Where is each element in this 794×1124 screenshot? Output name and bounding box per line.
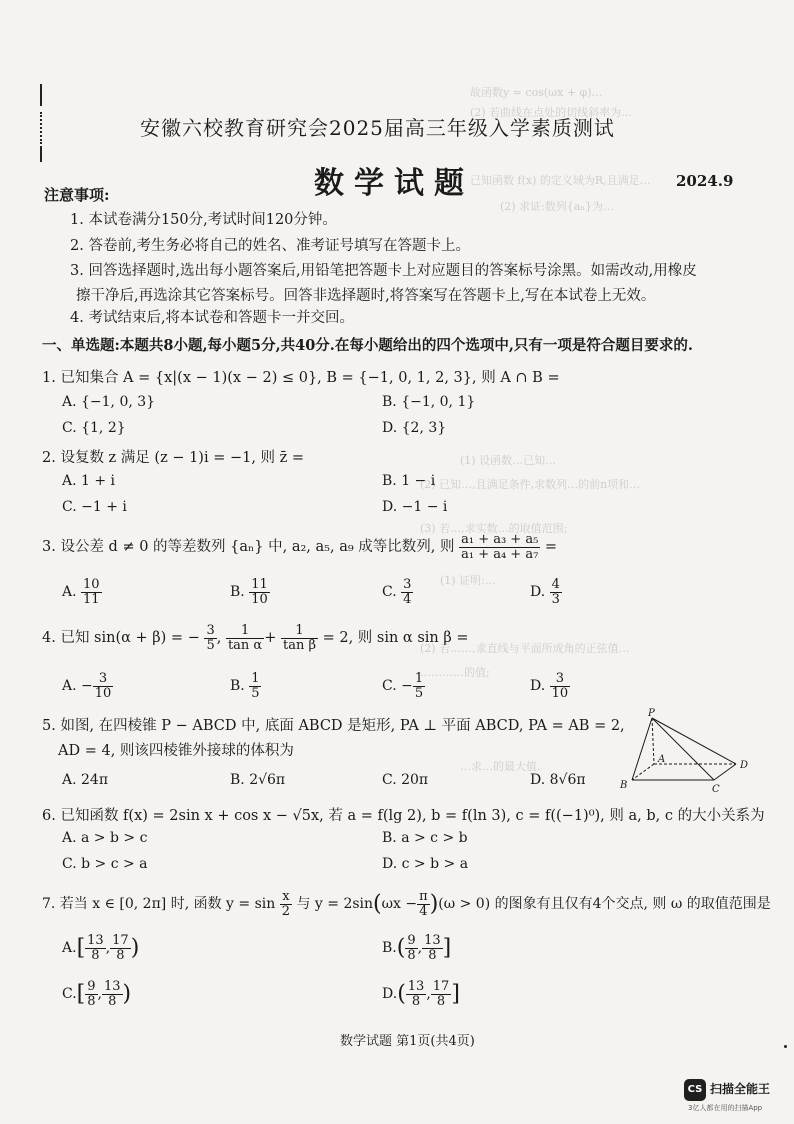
q4-frac-den: tan β	[282, 637, 316, 653]
q4-text: = 2, 则 sin α sin β =	[322, 630, 469, 647]
question-1-stem: 1. 已知集合 A = {x|(x − 1)(x − 2) ≤ 0}, B = {−1, 0, 1, 2, 3}, 则 A ∩ B =	[42, 370, 560, 386]
bracket: (	[397, 981, 406, 1007]
q7-c-num: 13	[104, 979, 121, 994]
notice-item: 4. 考试结束后,将本试卷和答题卡一并交回。	[70, 310, 355, 326]
q7-option-a: A.[ $\frac{13}{8}$ , $\frac{17}{8}$ )	[62, 933, 140, 963]
q7-b-num: 13	[424, 933, 441, 948]
option-label: A. −	[62, 678, 93, 695]
q7-frac-den: 2	[281, 903, 291, 919]
q4-option-d	[530, 672, 570, 700]
brand-tagline: 3亿人都在用的扫描App	[688, 1104, 763, 1112]
q3-stem-text: 3. 设公差 d ≠ 0 的等差数列 {aₙ} 中, a₂, a₅, a₉ 成等比数列, 则	[42, 539, 455, 556]
q4-b-den: 5	[251, 685, 260, 701]
q7-option-b: B.( $\frac{9}{8}$ , $\frac{13}{8}$ ]	[382, 933, 452, 963]
q7-b-den: 8	[407, 947, 416, 963]
option-label: A.	[62, 584, 77, 601]
q7-b-den: 8	[428, 947, 437, 963]
edge-pb	[632, 718, 652, 780]
vertex-c: C	[712, 784, 720, 795]
q7-b-num: 9	[407, 933, 416, 948]
q7-c-den: 8	[108, 993, 117, 1009]
q7-frac-den: 4	[419, 903, 428, 919]
option-label: D.	[530, 584, 546, 601]
q2-option-c: C. −1 + i	[62, 499, 127, 515]
vertex-a: A	[658, 754, 666, 765]
q3-c-num: 3	[403, 577, 412, 592]
q3-b-num: 11	[251, 577, 268, 592]
q7-frac-num: π	[419, 889, 428, 904]
q5-option-a: A. 24π	[62, 772, 109, 788]
q7-a-den: 8	[91, 947, 100, 963]
q3-b-den: 10	[251, 591, 268, 607]
q7-d-den: 8	[411, 993, 421, 1009]
q2-option-d: D. −1 − i	[382, 499, 448, 515]
q7-text: (ω > 0) 的图象有且仅有4个交点, 则 ω 的取值范围是	[438, 896, 771, 913]
notice-title: 注意事项:	[44, 186, 110, 204]
exam-date: 2024.9	[676, 172, 734, 190]
q4-a-num: 3	[93, 672, 114, 687]
q7-frac-num: x	[280, 890, 292, 905]
q5-option-b: B. 2√6π	[230, 772, 286, 788]
bracket: ]	[442, 935, 452, 961]
q5-option-d: D. 8√6π	[530, 772, 586, 788]
q1-option-a: A. {−1, 0, 3}	[62, 394, 156, 410]
q4-frac-num: 3	[206, 623, 215, 638]
q6-option-c: C. b > c > a	[62, 856, 148, 872]
q1-option-d: D. {2, 3}	[382, 420, 447, 436]
q3-c-den: 4	[403, 591, 412, 607]
bracket: )	[130, 935, 140, 961]
q4-frac-num: 1	[226, 624, 264, 639]
q4-a-den: 10	[94, 685, 112, 701]
q3-d-num: 4	[551, 577, 560, 592]
exam-name: 安徽六校教育研究会2025届高三年级入学素质测试	[140, 116, 615, 140]
edge-cd	[714, 764, 736, 780]
notice-item: 3. 回答选择题时,选出每小题答案后,用铅笔把答题卡上对应题目的答案标号涂黑。如需改动,用橡皮	[70, 263, 697, 279]
option-label: C.	[382, 584, 397, 601]
q4-c-num: 1	[414, 671, 424, 686]
q4-option-c	[382, 672, 425, 700]
q7-d-num: 17	[432, 979, 450, 994]
edge-pc	[652, 718, 714, 780]
q7-d-den: 8	[436, 993, 446, 1009]
q2-option-b: B. 1 − i	[382, 473, 436, 489]
q3-equals: =	[544, 539, 558, 556]
question-5-stem-2: AD = 4, 则该四棱锥外接球的体积为	[58, 743, 294, 759]
vertex-b: B	[620, 780, 628, 791]
question-7-stem: 7. 若当 x ∈ [0, 2π] 时, 函数 y = sin $\frac{x}{2}$ 与 y = 2sin(ωx − $\frac{\pi}{4}$ )(ω > 0) 的图象有且仅有4个交点, 则 ω 的取值范围是	[42, 889, 771, 919]
question-6-stem: 6. 已知函数 f(x) = 2sin x + cos x − √5x, 若 a = f(lg 2), b = f(ln 3), c = f((−1)⁰), 则 a, b, c 的大小关系为	[42, 808, 765, 824]
q5-option-c: C. 20π	[382, 772, 429, 788]
q3-option-d	[530, 578, 562, 606]
edge-ab	[632, 764, 654, 780]
notice-item: 2. 答卷前,考生务必将自己的姓名、准考证号填写在答题卡上。	[70, 238, 471, 254]
q4-d-num: 3	[550, 672, 571, 687]
q3-option-b	[230, 578, 270, 606]
q7-a-den: 8	[116, 947, 125, 963]
q3-d-den: 3	[551, 591, 560, 607]
q7-text: 与 y = 2sin	[296, 896, 374, 913]
q4-c-den: 5	[414, 685, 424, 701]
q7-c-num: 9	[87, 979, 96, 994]
option-label: B.	[382, 940, 397, 957]
q1-option-b: B. {−1, 0, 1}	[382, 394, 476, 410]
q4-text: +	[264, 630, 277, 647]
bracket: ]	[451, 981, 460, 1007]
page-footer: 数学试题 第1页(共4页)	[340, 1034, 475, 1049]
q7-text: ωx −	[381, 896, 418, 913]
question-2-stem: 2. 设复数 z 满足 (z − 1)i = −1, 则 z̄ =	[42, 450, 305, 466]
q7-d-num: 13	[407, 979, 425, 994]
q4-text: ,	[216, 630, 222, 647]
q6-option-a: A. a > b > c	[62, 830, 148, 846]
pyramid-figure	[618, 708, 758, 796]
bracket: )	[122, 981, 132, 1007]
q7-a-num: 13	[87, 933, 104, 948]
q6-option-b: B. a > c > b	[382, 830, 468, 846]
q4-option-a	[62, 672, 113, 700]
q3-a-den: 11	[83, 591, 100, 607]
q4-d-den: 10	[551, 685, 569, 701]
notice-item: 1. 本试卷满分150分,考试时间120分钟。	[70, 212, 337, 228]
q6-option-d: D. c > b > a	[382, 856, 469, 872]
q1-option-c: C. {1, 2}	[62, 420, 126, 436]
bracket: (	[396, 935, 406, 961]
q3-frac-num: a₁ + a₃ + a₅	[461, 532, 539, 547]
q4-text: 4. 已知 sin(α + β) = −	[42, 630, 200, 647]
vertex-p: P	[648, 708, 655, 719]
vertex-d: D	[740, 760, 749, 771]
q3-option-a	[62, 578, 102, 606]
option-label: C.	[62, 986, 77, 1003]
option-label: A.	[62, 940, 77, 957]
q7-option-d: D.( $\frac{13}{8}$ , $\frac{17}{8}$ ]	[382, 979, 460, 1009]
q4-frac-den: tan α	[227, 637, 263, 653]
q3-frac-den: a₁ + a₄ + a₇	[461, 546, 539, 562]
question-5-stem: 5. 如图, 在四棱锥 P − ABCD 中, 底面 ABCD 是矩形, PA ⊥ 平面 ABCD, PA = AB = 2,	[42, 718, 625, 734]
q4-b-num: 1	[251, 671, 260, 686]
q7-text: 7. 若当 x ∈ [0, 2π] 时, 函数 y = sin	[42, 896, 276, 913]
q3-fraction	[459, 533, 540, 561]
q3-option-c	[382, 578, 413, 606]
q7-option-c: C.[ $\frac{9}{8}$ , $\frac{13}{8}$ )	[62, 979, 132, 1009]
q4-frac-num: 1	[281, 624, 318, 639]
q7-a-num: 17	[112, 933, 129, 948]
option-label: D.	[530, 678, 546, 695]
q7-c-den: 8	[87, 993, 96, 1009]
camscanner-logo-icon: CS	[684, 1079, 706, 1101]
option-label: B.	[230, 584, 245, 601]
edge-pa	[652, 718, 654, 764]
option-label: B.	[230, 678, 245, 695]
section-heading: 一、单选题:本题共8小题,每小题5分,共40分.在每小题给出的四个选项中,只有一项是符合题目要求的.	[42, 337, 693, 354]
q2-option-a: A. 1 + i	[62, 473, 116, 489]
q3-a-num: 10	[83, 577, 100, 592]
bracket: [	[76, 981, 86, 1007]
q4-option-b	[230, 672, 261, 700]
notice-item: 擦干净后,再选涂其它答案标号。回答非选择题时,将答案写在答题卡上,写在本试卷上无效。	[76, 288, 656, 304]
brand-name: 扫描全能王	[710, 1082, 771, 1096]
option-label: C. −	[382, 678, 413, 695]
question-3-stem	[42, 533, 557, 561]
q4-frac-den: 5	[206, 637, 215, 653]
question-4-stem	[42, 624, 469, 652]
option-label: D.	[382, 986, 398, 1003]
page-title: 数学试题	[314, 166, 474, 201]
bracket: [	[76, 935, 86, 961]
